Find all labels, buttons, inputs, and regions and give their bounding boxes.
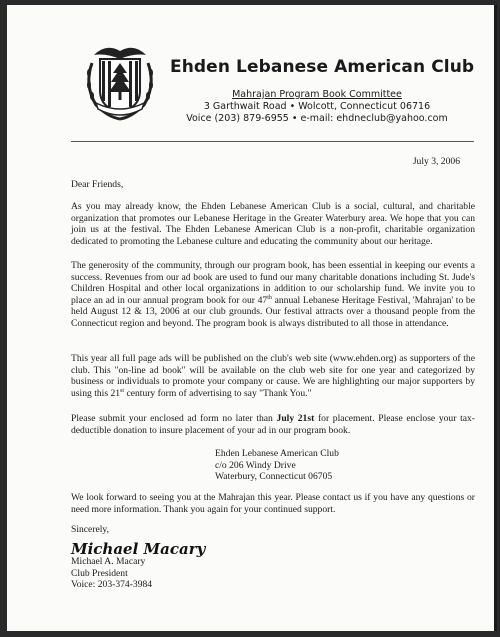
- deadline-date: July 21st: [276, 413, 315, 424]
- club-name-heading: Ehden Lebanese American Club: [170, 57, 475, 77]
- paragraph-online-ad-book-part1: This year all full page ads will be published on the club's web site (www.ehden.org) as supporters of the club. This "on-line ad book" will be available on the club web site for one year and categorized by business or individuals to promote your company or cause. We are highlighting our major supporters by using this 21: [71, 353, 475, 399]
- paragraph-online-ad-book: [71, 353, 475, 399]
- paragraph-closing: We look forward to seeing you at the Mahrajan this year. Please contact us if you have any questions or need more information. Thank you again for your continued support.: [71, 492, 475, 515]
- header-divider: [71, 141, 474, 142]
- mailing-address-block: [215, 448, 339, 483]
- signer-block: [71, 556, 152, 591]
- deadline-text-part2: for placement. Please enclose your tax-deductible donation to insure placement of your ad in our program book.: [71, 413, 475, 436]
- deadline-text-part1: Please submit your enclosed ad form no later than: [71, 413, 277, 424]
- mailing-address-line: Waterbury, Connecticut 06705: [215, 471, 333, 483]
- paragraph-submission-deadline: [71, 413, 475, 436]
- sign-off: Sincerely,: [71, 524, 110, 535]
- committee-name: Mahrajan Program Book Committee: [232, 89, 402, 100]
- signer-name: Michael A. Macary: [71, 556, 146, 567]
- paragraph-program-book: [71, 260, 475, 330]
- club-contact-line: Voice (203) 879-6955 • e-mail: ehdneclub@yahoo.com: [186, 113, 448, 124]
- paragraph-program-book-part1: The generosity of the community, through our program book, has been essential in keeping our events a success. Revenues from our ad book are used to fund our many charitable donations including St. Jude's Children Hospital and other local organizations in addition to our scholarship fund. We invite you to place an ad in our annual program book for our 47: [71, 260, 475, 306]
- paragraph-online-ad-book-part2: century form of advertising to say "Thank You.": [124, 387, 312, 399]
- letter-date: July 3, 2006: [412, 156, 460, 167]
- mailing-address-line: c/o 206 Windy Drive: [215, 459, 296, 471]
- signer-voice: Voice: 203-374-3984: [71, 579, 153, 591]
- ordinal-suffix-st: st: [120, 387, 125, 394]
- signer-title: Club President: [71, 567, 128, 579]
- paragraph-intro: As you may already know, the Ehden Lebanese American Club is a social, cultural, and charitable organization that promotes our Lebanese Heritage in the Greater Waterbury area. We hope that you can join us at the festival. The Ehden Lebanese American Club is a non-profit, charitable organization dedicated to promoting the Lebanese culture and educating the community about our heritage.: [71, 201, 475, 247]
- mailing-address-line: Ehden Lebanese American Club: [215, 448, 339, 459]
- paragraph-program-book-part2: annual Lebanese Heritage Festival, 'Mahrajan' to be held August 12 & 13, 2006 at our club grounds. Our festival attracts over a thousand people from the Connecticut region and beyond. The program book is always distributed to all those in attendance.: [71, 294, 475, 329]
- letter-greeting: Dear Friends,: [71, 179, 124, 190]
- club-address: 3 Garthwait Road • Wolcott, Connecticut 06716: [203, 101, 431, 112]
- ordinal-suffix-th: th: [267, 294, 272, 301]
- handwritten-signature: Michael Macary: [71, 540, 206, 558]
- letter-page: [7, 5, 497, 631]
- cedar-shield-emblem-icon: [80, 41, 160, 121]
